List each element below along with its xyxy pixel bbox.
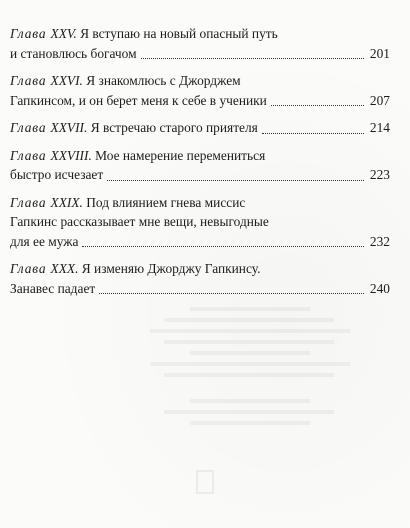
page-number: 214 — [369, 120, 390, 135]
toc-entry-line — [10, 146, 390, 166]
chapter-number: XXVI. — [50, 73, 83, 88]
toc-entry-chapter-30 — [10, 259, 390, 298]
chapter-title: Мое намерение перемениться — [95, 147, 266, 163]
chapter-label: Глава — [10, 120, 47, 135]
chapter-number: XXIX. — [50, 194, 83, 210]
chapter-title: Я изменяю Джорджу Гапкинсу. — [81, 261, 261, 276]
dot-leader — [99, 293, 364, 294]
chapter-number: XXVII. — [50, 120, 88, 135]
chapter-label: Глава — [10, 194, 47, 210]
dot-leader — [271, 105, 364, 106]
toc-entry-chapter-28 — [10, 146, 390, 185]
toc-entry-line — [10, 232, 390, 252]
chapter-title: Я вступаю на новый опасный путь — [80, 26, 278, 41]
chapter-label: Глава — [10, 26, 47, 41]
toc-entry-chapter-25 — [10, 24, 390, 63]
page-number: 240 — [369, 280, 390, 296]
toc-entry-line — [10, 259, 390, 279]
dot-leader — [141, 58, 364, 59]
chapter-label: Глава — [10, 73, 47, 88]
toc-entry-chapter-27 — [10, 118, 390, 138]
chapter-title-continued: Гапкинсом, и он берет меня к себе в ученики — [10, 92, 267, 108]
bleed-through-logo — [196, 470, 214, 494]
chapter-number: XXV. — [50, 26, 77, 41]
table-of-contents — [10, 24, 390, 306]
toc-entry-line — [10, 165, 390, 185]
page-number: 207 — [369, 92, 390, 108]
chapter-title: Под влиянием гнева миссис — [86, 194, 246, 210]
dot-leader — [82, 246, 363, 247]
chapter-number: XXVIII. — [50, 147, 92, 163]
chapter-title-continued: Гапкинс рассказывает мне вещи, невыгодные — [10, 214, 269, 229]
chapter-title: Я знакомлюсь с Джорджем — [86, 73, 241, 88]
chapter-label: Глава — [10, 147, 47, 163]
toc-entry-line — [10, 193, 390, 213]
page-number: 201 — [369, 45, 390, 61]
bleed-through-imprint — [150, 300, 350, 432]
dot-leader — [262, 133, 364, 134]
chapter-number: XXX. — [50, 261, 79, 276]
toc-entry-line — [10, 118, 390, 138]
bleed-through-title: ​ — [278, 112, 282, 145]
chapter-label: Глава — [10, 261, 47, 276]
toc-entry-line — [10, 44, 390, 64]
dot-leader — [107, 180, 364, 181]
toc-entry-chapter-29 — [10, 193, 390, 252]
chapter-title: Я встречаю старого приятеля — [90, 120, 258, 135]
toc-entry-line — [10, 212, 390, 232]
toc-entry-line — [10, 71, 390, 91]
chapter-title-continued: и становлюсь богачом — [10, 45, 137, 61]
chapter-title-continued: для ее мужа — [10, 233, 79, 249]
chapter-title-continued: Занавес падает — [10, 280, 96, 296]
toc-entry-line — [10, 91, 390, 111]
toc-entry-chapter-26 — [10, 71, 390, 110]
chapter-title-continued: быстро исчезает — [10, 167, 104, 182]
toc-entry-line — [10, 279, 390, 299]
page-number: 232 — [369, 233, 390, 249]
page-number: 223 — [369, 167, 390, 182]
toc-entry-line — [10, 24, 390, 44]
